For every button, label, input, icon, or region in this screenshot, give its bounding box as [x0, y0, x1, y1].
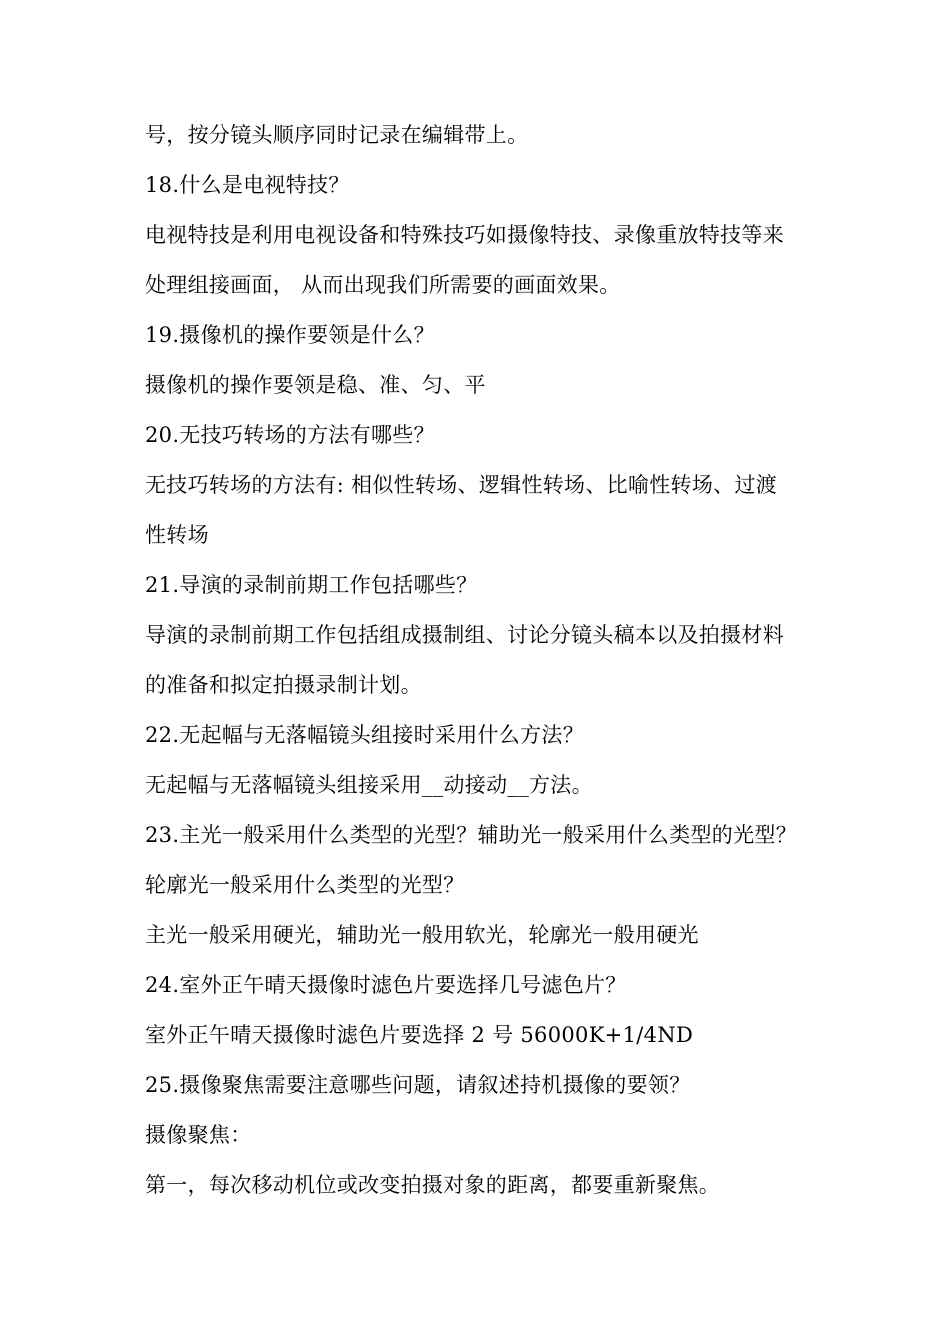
text-line: 电视特技是利用电视设备和特殊技巧如摄像特技、录像重放特技等来 [145, 223, 784, 247]
question-heading: 19.摄像机的操作要领是什么？ [145, 323, 435, 347]
text-line: 无技巧转场的方法有: 相似性转场、逻辑性转场、比喻性转场、过渡 [145, 473, 778, 497]
text-line: 的准备和拟定拍摄录制计划。 [145, 673, 422, 697]
question-heading: 22.无起幅与无落幅镜头组接时采用什么方法？ [145, 723, 584, 747]
text-line: 摄像聚焦： [145, 1123, 252, 1147]
text-line: 号，按分镜头顺序同时记录在编辑带上。 [145, 123, 529, 147]
question-heading: 21.导演的录制前期工作包括哪些？ [145, 573, 478, 597]
text-line: 主光一般采用硬光，辅助光一般用软光，轮廓光一般用硬光 [145, 923, 699, 947]
question-heading: 20.无技巧转场的方法有哪些？ [145, 423, 435, 447]
question-heading: 轮廓光一般采用什么类型的光型？ [145, 873, 465, 897]
text-line: 性转场 [145, 523, 209, 547]
text-line: 无起幅与无落幅镜头组接采用__动接动__方法。 [145, 773, 593, 797]
question-heading: 23.主光一般采用什么类型的光型？辅助光一般采用什么类型的光型？ [145, 823, 797, 847]
question-heading: 25.摄像聚焦需要注意哪些问题，请叙述持机摄像的要领？ [145, 1073, 691, 1097]
text-line: 导演的录制前期工作包括组成摄制组、讨论分镜头稿本以及拍摄材料 [145, 623, 784, 647]
question-heading: 18.什么是电视特技？ [145, 173, 350, 197]
text-line: 室外正午晴天摄像时滤色片要选择 2 号 56000K+1/4ND [145, 1023, 694, 1047]
text-line: 第一，每次移动机位或改变拍摄对象的距离，都要重新聚焦。 [145, 1173, 721, 1197]
text-line: 摄像机的操作要领是稳、准、匀、平 [145, 373, 486, 397]
question-heading: 24.室外正午晴天摄像时滤色片要选择几号滤色片？ [145, 973, 627, 997]
text-line: 处理组接画面， 从而出现我们所需要的画面效果。 [145, 273, 621, 297]
